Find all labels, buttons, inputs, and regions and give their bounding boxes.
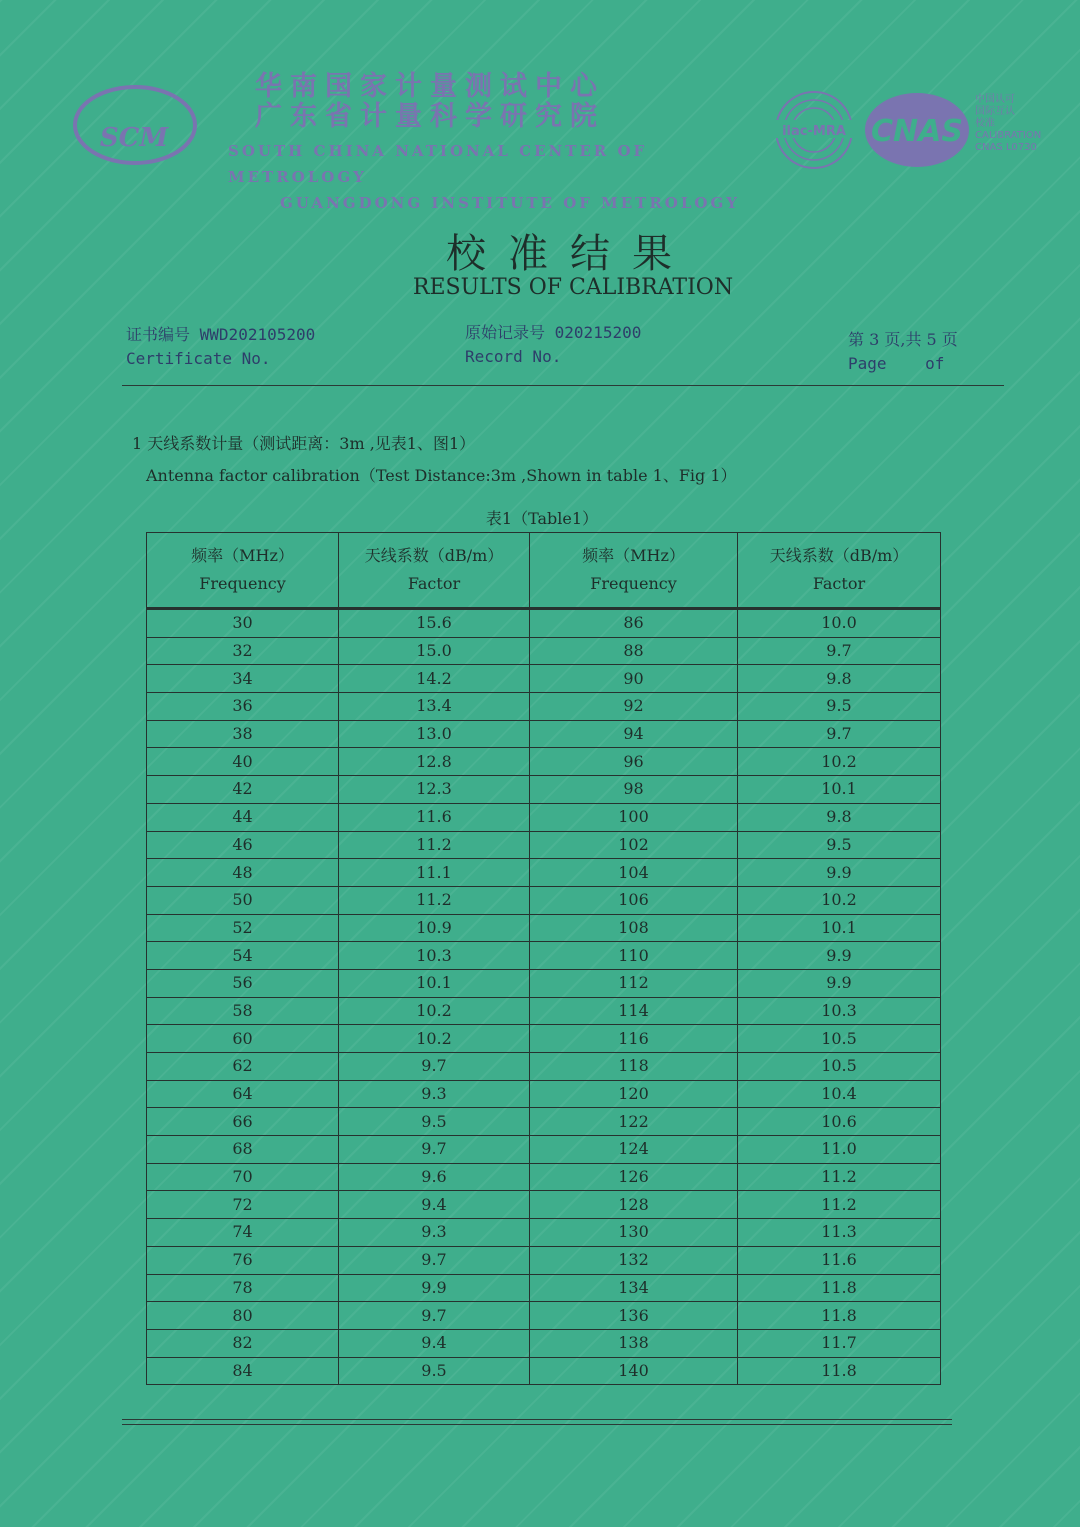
- org-en-line1: SOUTH CHINA NATIONAL CENTER OF METROLOGY: [228, 142, 648, 186]
- table-row: [147, 914, 941, 942]
- frequency-cell: 70: [147, 1163, 339, 1191]
- table-row: [147, 1191, 941, 1219]
- frequency-cell: 50: [147, 886, 339, 914]
- organization-name-cn: [255, 72, 755, 132]
- frequency-cell: 80: [147, 1302, 339, 1330]
- factor-cell: 9.9: [339, 1274, 530, 1302]
- frequency-cell: 42: [147, 776, 339, 804]
- cnas-note-line: CNAS L0730: [975, 142, 1037, 153]
- org-cn-line1: 华南国家计量测试中心: [255, 71, 605, 102]
- frequency-cell: 48: [147, 859, 339, 887]
- page-number: [848, 328, 958, 376]
- table-row: [147, 1357, 941, 1385]
- frequency-cell: 130: [530, 1219, 738, 1247]
- scm-logo-text: SCM: [99, 123, 169, 153]
- cnas-accreditation-note: [975, 94, 1070, 154]
- factor-cell: 11.0: [738, 1136, 941, 1164]
- factor-cell: 9.5: [339, 1357, 530, 1385]
- header-frequency-2: 频率（MHz） Frequency: [530, 533, 738, 609]
- frequency-cell: 58: [147, 997, 339, 1025]
- factor-cell: 10.5: [738, 1025, 941, 1053]
- factor-cell: 11.7: [738, 1329, 941, 1357]
- factor-cell: 11.2: [339, 886, 530, 914]
- frequency-cell: 134: [530, 1274, 738, 1302]
- factor-cell: 11.8: [738, 1357, 941, 1385]
- factor-cell: 11.8: [738, 1274, 941, 1302]
- table-row: [147, 1108, 941, 1136]
- frequency-cell: 62: [147, 1053, 339, 1081]
- factor-cell: 9.7: [339, 1302, 530, 1330]
- record-value: 020215200: [554, 323, 642, 342]
- record-label-en: Record No.: [465, 347, 562, 366]
- section-title-cn: 1 天线系数计量（测试距离：3m ,见表1、图1）: [132, 434, 476, 453]
- table-row: [147, 665, 941, 693]
- factor-cell: 13.4: [339, 693, 530, 721]
- table-row: [147, 1080, 941, 1108]
- factor-cell: 9.7: [738, 637, 941, 665]
- frequency-cell: 66: [147, 1108, 339, 1136]
- table-row: [147, 637, 941, 665]
- frequency-cell: 132: [530, 1246, 738, 1274]
- factor-cell: 9.7: [339, 1136, 530, 1164]
- factor-cell: 10.1: [738, 914, 941, 942]
- factor-cell: 11.2: [339, 831, 530, 859]
- frequency-cell: 32: [147, 637, 339, 665]
- factor-cell: 10.2: [339, 1025, 530, 1053]
- record-label-cn: 原始记录号: [465, 323, 546, 342]
- factor-cell: 9.3: [339, 1219, 530, 1247]
- frequency-cell: 110: [530, 942, 738, 970]
- factor-cell: 11.2: [738, 1163, 941, 1191]
- header-factor-1: 天线系数（dB/m） Factor: [339, 533, 530, 609]
- table-header-row: [147, 533, 941, 609]
- frequency-cell: 108: [530, 914, 738, 942]
- table-row: [147, 1053, 941, 1081]
- cnas-note-line: 校准: [975, 118, 995, 129]
- table-row: [147, 997, 941, 1025]
- scm-logo: [70, 80, 200, 170]
- table-row: [147, 886, 941, 914]
- factor-cell: 12.8: [339, 748, 530, 776]
- factor-cell: 11.2: [738, 1191, 941, 1219]
- factor-cell: 9.3: [339, 1080, 530, 1108]
- table-row: [147, 1219, 941, 1247]
- frequency-cell: 140: [530, 1357, 738, 1385]
- frequency-cell: 82: [147, 1329, 339, 1357]
- frequency-cell: 30: [147, 609, 339, 638]
- table-row: [147, 1246, 941, 1274]
- certificate-value: WWD202105200: [199, 325, 316, 344]
- frequency-cell: 68: [147, 1136, 339, 1164]
- frequency-cell: 54: [147, 942, 339, 970]
- page-title-cn: 校准结果: [446, 231, 694, 277]
- frequency-cell: 88: [530, 637, 738, 665]
- frequency-cell: 106: [530, 886, 738, 914]
- frequency-cell: 112: [530, 969, 738, 997]
- frequency-cell: 52: [147, 914, 339, 942]
- org-cn-line2: 广东省计量科学研究院: [255, 101, 605, 132]
- certificate-label-cn: 证书编号: [126, 325, 191, 344]
- factor-cell: 10.1: [738, 776, 941, 804]
- table-row: [147, 942, 941, 970]
- table-row: [147, 1302, 941, 1330]
- frequency-cell: 138: [530, 1329, 738, 1357]
- table-body: [147, 609, 941, 1385]
- table-row: [147, 1274, 941, 1302]
- factor-cell: 9.7: [339, 1246, 530, 1274]
- frequency-cell: 126: [530, 1163, 738, 1191]
- frequency-cell: 128: [530, 1191, 738, 1219]
- frequency-cell: 124: [530, 1136, 738, 1164]
- frequency-cell: 34: [147, 665, 339, 693]
- frequency-cell: 38: [147, 720, 339, 748]
- frequency-cell: 98: [530, 776, 738, 804]
- frequency-cell: 76: [147, 1246, 339, 1274]
- factor-cell: 9.8: [738, 665, 941, 693]
- factor-cell: 12.3: [339, 776, 530, 804]
- cnas-text: CNAS: [871, 114, 963, 149]
- table-row: [147, 776, 941, 804]
- organization-name-en: [228, 138, 788, 216]
- cnas-logo: [862, 90, 972, 170]
- factor-cell: 11.6: [339, 803, 530, 831]
- frequency-cell: 72: [147, 1191, 339, 1219]
- factor-cell: 11.1: [339, 859, 530, 887]
- factor-cell: 9.6: [339, 1163, 530, 1191]
- factor-cell: 9.8: [738, 803, 941, 831]
- footer-divider: [122, 1419, 952, 1420]
- certificate-label-en: Certificate No.: [126, 349, 271, 368]
- frequency-cell: 118: [530, 1053, 738, 1081]
- factor-cell: 10.2: [339, 997, 530, 1025]
- frequency-cell: 40: [147, 748, 339, 776]
- factor-cell: 9.7: [339, 1053, 530, 1081]
- frequency-cell: 136: [530, 1302, 738, 1330]
- frequency-cell: 122: [530, 1108, 738, 1136]
- table-row: [147, 693, 941, 721]
- factor-cell: 15.6: [339, 609, 530, 638]
- cnas-note-line: CALIBRATION: [975, 130, 1042, 141]
- factor-cell: 9.5: [738, 693, 941, 721]
- frequency-cell: 100: [530, 803, 738, 831]
- cnas-note-line: 国际互认: [975, 106, 1015, 117]
- factor-cell: 9.4: [339, 1191, 530, 1219]
- factor-cell: 9.5: [339, 1108, 530, 1136]
- factor-cell: 9.9: [738, 942, 941, 970]
- factor-cell: 10.2: [738, 748, 941, 776]
- table-row: [147, 969, 941, 997]
- factor-cell: 11.8: [738, 1302, 941, 1330]
- frequency-cell: 44: [147, 803, 339, 831]
- factor-cell: 9.7: [738, 720, 941, 748]
- table-caption: 表1（Table1）: [485, 509, 599, 528]
- frequency-cell: 86: [530, 609, 738, 638]
- frequency-cell: 104: [530, 859, 738, 887]
- table-row: [147, 1163, 941, 1191]
- table-row: [147, 831, 941, 859]
- record-number: [465, 321, 641, 369]
- frequency-cell: 102: [530, 831, 738, 859]
- header-factor-2: 天线系数（dB/m） Factor: [738, 533, 941, 609]
- frequency-cell: 74: [147, 1219, 339, 1247]
- factor-cell: 14.2: [339, 665, 530, 693]
- frequency-cell: 36: [147, 693, 339, 721]
- factor-cell: 9.5: [738, 831, 941, 859]
- factor-cell: 11.6: [738, 1246, 941, 1274]
- frequency-cell: 46: [147, 831, 339, 859]
- frequency-cell: 92: [530, 693, 738, 721]
- page-number-en: Page of: [848, 354, 945, 373]
- frequency-cell: 90: [530, 665, 738, 693]
- certificate-number: [126, 323, 315, 371]
- factor-cell: 10.0: [738, 609, 941, 638]
- table-row: [147, 720, 941, 748]
- factor-cell: 10.4: [738, 1080, 941, 1108]
- footer-divider: [122, 1424, 952, 1425]
- frequency-cell: 78: [147, 1274, 339, 1302]
- factor-cell: 10.3: [738, 997, 941, 1025]
- factor-cell: 9.4: [339, 1329, 530, 1357]
- factor-cell: 10.5: [738, 1053, 941, 1081]
- table-row: [147, 803, 941, 831]
- header-frequency-1: 频率（MHz） Frequency: [147, 533, 339, 609]
- factor-cell: 10.9: [339, 914, 530, 942]
- table-row: [147, 748, 941, 776]
- frequency-cell: 84: [147, 1357, 339, 1385]
- factor-cell: 11.3: [738, 1219, 941, 1247]
- antenna-factor-table: [146, 532, 941, 1385]
- frequency-cell: 94: [530, 720, 738, 748]
- table-row: [147, 1329, 941, 1357]
- frequency-cell: 114: [530, 997, 738, 1025]
- factor-cell: 10.2: [738, 886, 941, 914]
- frequency-cell: 116: [530, 1025, 738, 1053]
- org-en-line2: GUANGDONG INSTITUTE OF METROLOGY: [280, 194, 741, 212]
- ilac-mra-logo: [768, 88, 860, 172]
- ilac-text: ilac-MRA: [782, 124, 846, 139]
- frequency-cell: 64: [147, 1080, 339, 1108]
- factor-cell: 15.0: [339, 637, 530, 665]
- page-title-en: RESULTS OF CALIBRATION: [412, 275, 734, 300]
- table-row: [147, 1025, 941, 1053]
- factor-cell: 9.9: [738, 859, 941, 887]
- frequency-cell: 120: [530, 1080, 738, 1108]
- page-number-cn: 第 3 页,共 5 页: [848, 330, 958, 349]
- factor-cell: 9.9: [738, 969, 941, 997]
- table-row: [147, 859, 941, 887]
- frequency-cell: 56: [147, 969, 339, 997]
- cnas-note-line: 中国认可: [975, 94, 1015, 105]
- frequency-cell: 60: [147, 1025, 339, 1053]
- section-title-en: Antenna factor calibration（Test Distance:3m ,Shown in table 1、Fig 1）: [146, 466, 737, 485]
- factor-cell: 13.0: [339, 720, 530, 748]
- header-divider: [122, 385, 1004, 386]
- frequency-cell: 96: [530, 748, 738, 776]
- factor-cell: 10.1: [339, 969, 530, 997]
- table-row: [147, 609, 941, 638]
- factor-cell: 10.3: [339, 942, 530, 970]
- factor-cell: 10.6: [738, 1108, 941, 1136]
- table-row: [147, 1136, 941, 1164]
